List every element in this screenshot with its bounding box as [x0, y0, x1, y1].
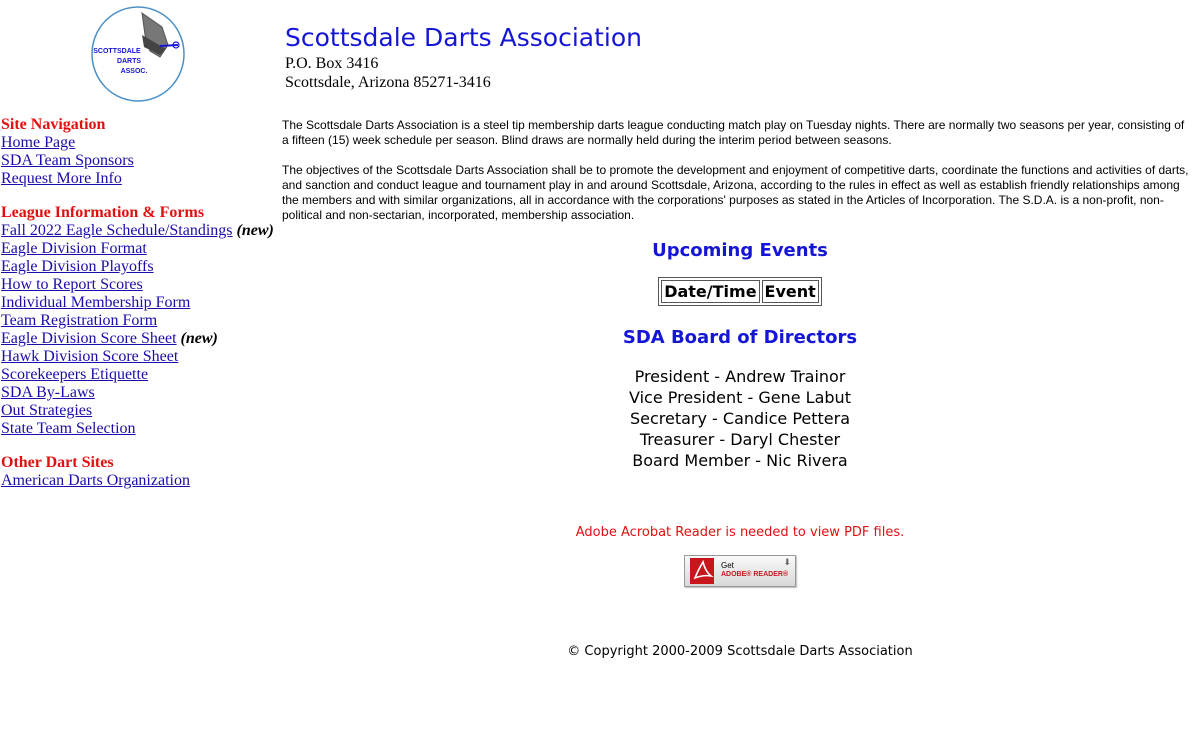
nav-link-home[interactable]: Home Page — [1, 134, 76, 151]
new-badge: (new) — [180, 330, 218, 347]
league-link-report-scores[interactable]: How to Report Scores — [1, 276, 143, 293]
upcoming-events-section — [540, 240, 940, 306]
get-adobe-reader-button[interactable] — [684, 555, 796, 587]
copyright-text: © Copyright 2000-2009 Scottsdale Darts Association — [567, 644, 913, 659]
board-member: Board Member - Nic Rivera — [632, 451, 848, 470]
board-member: President - Andrew Trainor — [634, 367, 846, 386]
league-link-schedule[interactable]: Fall 2022 Eagle Schedule/Standings — [1, 222, 233, 239]
board-member: Secretary - Candice Pettera — [629, 409, 851, 428]
board-section — [540, 327, 940, 471]
objectives-paragraph: The objectives of the Scottsdale Darts Association shall be to promote the development and enjoyment of competitive darts, coordinate the functions and activities of darts, and sanction and conduct league and tournament play in and around Scottsdale, Arizona, according to the rules in effect as well as establish friendly relationships among the members and with similar organizations, all in accordance with the corporations' purposes as stated in the Articles of Incorporation. The S.D.A. is a non-profit, non-political and non-sectarian, incorporated, membership association. — [282, 163, 1189, 222]
badge-get-text: Get — [721, 561, 734, 570]
board-member: Treasurer - Daryl Chester — [639, 430, 841, 449]
logo-text-3: ASSOC. — [120, 68, 148, 75]
logo-text-2: DARTS — [116, 58, 142, 65]
dart-logo-icon — [90, 5, 186, 103]
site-navigation-group — [1, 116, 281, 188]
league-info-heading: League Information & Forms — [1, 204, 205, 221]
nav-link-sponsors[interactable]: SDA Team Sponsors — [1, 152, 134, 169]
league-link-eagle-score-sheet[interactable]: Eagle Division Score Sheet — [1, 330, 177, 347]
page-title: Scottsdale Darts Association — [285, 23, 642, 52]
league-link-out-strategies[interactable]: Out Strategies — [1, 402, 93, 419]
intro-paragraph: The Scottsdale Darts Association is a steel tip membership darts league conducting match play on Tuesday nights. There are normally two seasons per year, consisting of a fifteen (15) week schedule per season. Blind draws are normally held during the interim period between seasons. — [282, 118, 1185, 147]
league-link-hawk-score-sheet[interactable]: Hawk Division Score Sheet — [1, 348, 179, 365]
events-col-event: Event — [762, 280, 819, 303]
events-table — [658, 277, 822, 306]
board-title: SDA Board of Directors — [622, 327, 858, 348]
badge-reader-text: ADOBE® READER® — [721, 571, 789, 578]
logo-text-1: SCOTTSDALE — [93, 48, 141, 55]
league-info-group — [1, 204, 281, 438]
league-link-bylaws[interactable]: SDA By-Laws — [1, 384, 95, 401]
other-sites-heading: Other Dart Sites — [1, 454, 114, 471]
acrobat-note: Adobe Acrobat Reader is needed to view PDF files. — [575, 525, 905, 540]
address-line-2: Scottsdale, Arizona 85271-3416 — [285, 74, 491, 91]
league-link-eagle-format[interactable]: Eagle Division Format — [1, 240, 147, 257]
league-link-membership-form[interactable]: Individual Membership Form — [1, 294, 191, 311]
address-line-1: P.O. Box 3416 — [285, 55, 379, 72]
board-member: Vice President - Gene Labut — [629, 388, 851, 407]
footer — [540, 644, 940, 659]
new-badge: (new) — [236, 222, 274, 239]
adobe-pdf-icon — [688, 556, 718, 586]
acrobat-section — [540, 525, 940, 591]
download-arrow-icon: ⬇ — [783, 557, 791, 567]
events-col-datetime: Date/Time — [661, 280, 759, 303]
header — [285, 22, 642, 92]
league-link-etiquette[interactable]: Scorekeepers Etiquette — [1, 366, 149, 383]
sidebar — [1, 116, 281, 506]
site-navigation-heading: Site Navigation — [1, 116, 106, 133]
other-link-ado[interactable]: American Darts Organization — [1, 472, 190, 489]
main-content — [282, 118, 1194, 238]
league-link-team-registration[interactable]: Team Registration Form — [1, 312, 158, 329]
upcoming-events-title: Upcoming Events — [652, 240, 828, 261]
nav-link-request-info[interactable]: Request More Info — [1, 170, 122, 187]
league-link-eagle-playoffs[interactable]: Eagle Division Playoffs — [1, 258, 154, 275]
league-link-state-team[interactable]: State Team Selection — [1, 420, 136, 437]
sda-logo — [90, 5, 186, 103]
other-sites-group — [1, 454, 281, 490]
